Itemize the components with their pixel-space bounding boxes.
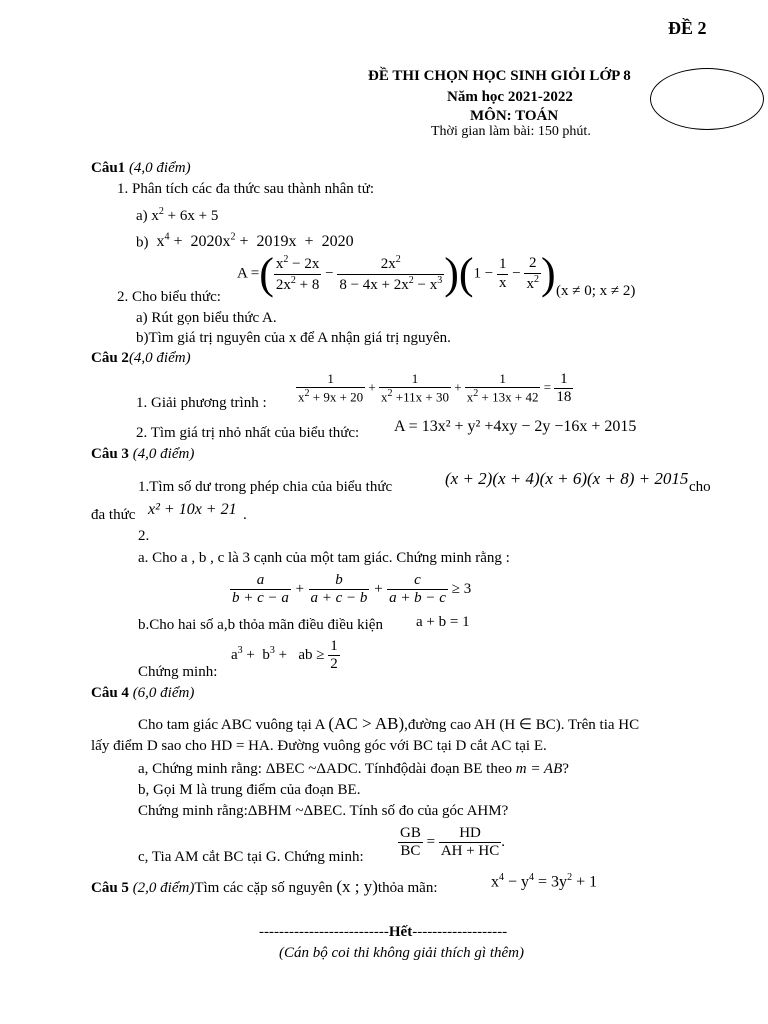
q1-sub-a: a) Rút gọn biểu thức A. <box>136 310 277 326</box>
q3-part1: 1.Tìm số dư trong phép chia của biểu thức <box>138 479 393 495</box>
time-limit: Thời gian làm bài: 150 phút. <box>431 124 591 139</box>
end-marker: --------------------------Hết------------------- <box>259 924 508 940</box>
q4-heading: Câu 4 (6,0 điểm) <box>91 685 195 701</box>
q4-c: c, Tia AM cắt BC tại G. Chứng minh: <box>138 849 364 865</box>
q3-inequality: $\frac{a}{b + c - a}$ + $\frac{b}{a + c - b}$ + $\frac{c}{a + b - c}$ ≥ 3 <box>232 572 472 607</box>
q1-part2: 2. Cho biểu thức: <box>117 289 221 305</box>
q3-dathuc: đa thức <box>91 507 136 523</box>
id-oval <box>650 68 764 130</box>
q3-divisor: x² + 10x + 21 <box>148 501 237 518</box>
q1-part1: 1. Phân tích các đa thức sau thành nhân tử: <box>117 181 375 197</box>
q2-heading: Câu 2(4,0 điểm) <box>91 350 191 366</box>
q1-sub-b: b)Tìm giá trị nguyên của x để A nhận giá trị nguyên. <box>136 330 451 346</box>
q4-b: b, Gọi M là trung điểm của đoạn BE. <box>138 782 361 798</box>
q1-b: b) $x^4 + 2020x^2 + 2019x + 2020$ <box>136 232 354 251</box>
q3-a: a. Cho a , b , c là 3 cạnh của một tam giác. Chứng minh rằng : <box>138 550 510 566</box>
q4-line2: lấy điểm D sao cho HD = HA. Đường vuông góc với BC tại D cắt AC tại E. <box>91 738 547 754</box>
footer-note: (Cán bộ coi thi không giải thích gì thêm) <box>279 945 524 961</box>
q2-equation: $\frac{1}{x^2 + 9x + 20}$ + $\frac{1}{x^2 +11x + 30}$ + $\frac{1}{x^2 + 13x + 42}$ = $\frac{1}{18}$ <box>298 371 572 406</box>
q1-condition: (x ≠ 0; x ≠ 2) <box>556 283 636 299</box>
q2-expression: A = 13x² + y² +4xy − 2y −16x + 2015 <box>394 418 637 435</box>
q4-line1: Cho tam giác ABC vuông tại A (AC > AB),đường cao AH (H ∈ BC). Trên tia HC <box>138 714 640 733</box>
q3-cho: cho <box>689 479 711 495</box>
q3-b-inequality: $a^3 + b^3$ + ab ≥ $\frac{1}{2}$ <box>231 638 338 673</box>
q2-part1: 1. Giải phương trình : <box>136 395 267 411</box>
exam-title: ĐỀ THI CHỌN HỌC SINH GIỎI LỚP 8 <box>368 68 631 84</box>
q1-a: a) $x^2 + 6x + 5$ <box>136 206 219 224</box>
q4-b-prove: Chứng minh rằng:ΔBHM ~ΔBEC. Tính số đo của góc AHM? <box>138 803 509 819</box>
q3-prove: Chứng minh: <box>138 664 218 680</box>
q5-equation: $x^4 - y^4 = 3y^2 + 1$ <box>491 872 598 891</box>
q3-expression: (x + 2)(x + 4)(x + 6)(x + 8) + 2015 <box>445 469 689 488</box>
q4-a: a, Chứng minh rằng: ΔBEC ~ΔADC. Tínhđộdài đoạn BE theo m = AB? <box>138 761 569 777</box>
q2-part2: 2. Tìm giá trị nhỏ nhất của biểu thức: <box>136 425 360 441</box>
q5-line: Câu 5 (2,0 điểm)Tìm các cặp số nguyên (x ; y)thỏa mãn: <box>91 877 438 896</box>
q3-heading: Câu 3 (4,0 điểm) <box>91 446 195 462</box>
q3-b: b.Cho hai số a,b thỏa mãn điều điều kiện <box>138 617 383 633</box>
q1-expression-A: A =( $\frac{x^2 - 2x}{2x^2 + 8}$ − $\frac{2x^2}{8 - 4x + 2x^2 - x^3}$ )(1 − $\frac{1}{x}$ − $\frac{2}{x^2}$ ) <box>237 249 556 298</box>
q4-c-equation: $\frac{GB}{BC}$ = $\frac{HD}{AH + HC}$ . <box>400 825 506 860</box>
school-year: Năm học 2021-2022 <box>447 89 573 105</box>
exam-code: ĐỀ 2 <box>668 18 707 38</box>
q3-period: . <box>243 507 247 523</box>
q3-condition: a + b = 1 <box>416 614 470 630</box>
subject: MÔN: TOÁN <box>470 108 559 124</box>
q3-part2: 2. <box>138 528 150 544</box>
q1-heading: Câu1 (4,0 điểm) <box>91 160 191 176</box>
